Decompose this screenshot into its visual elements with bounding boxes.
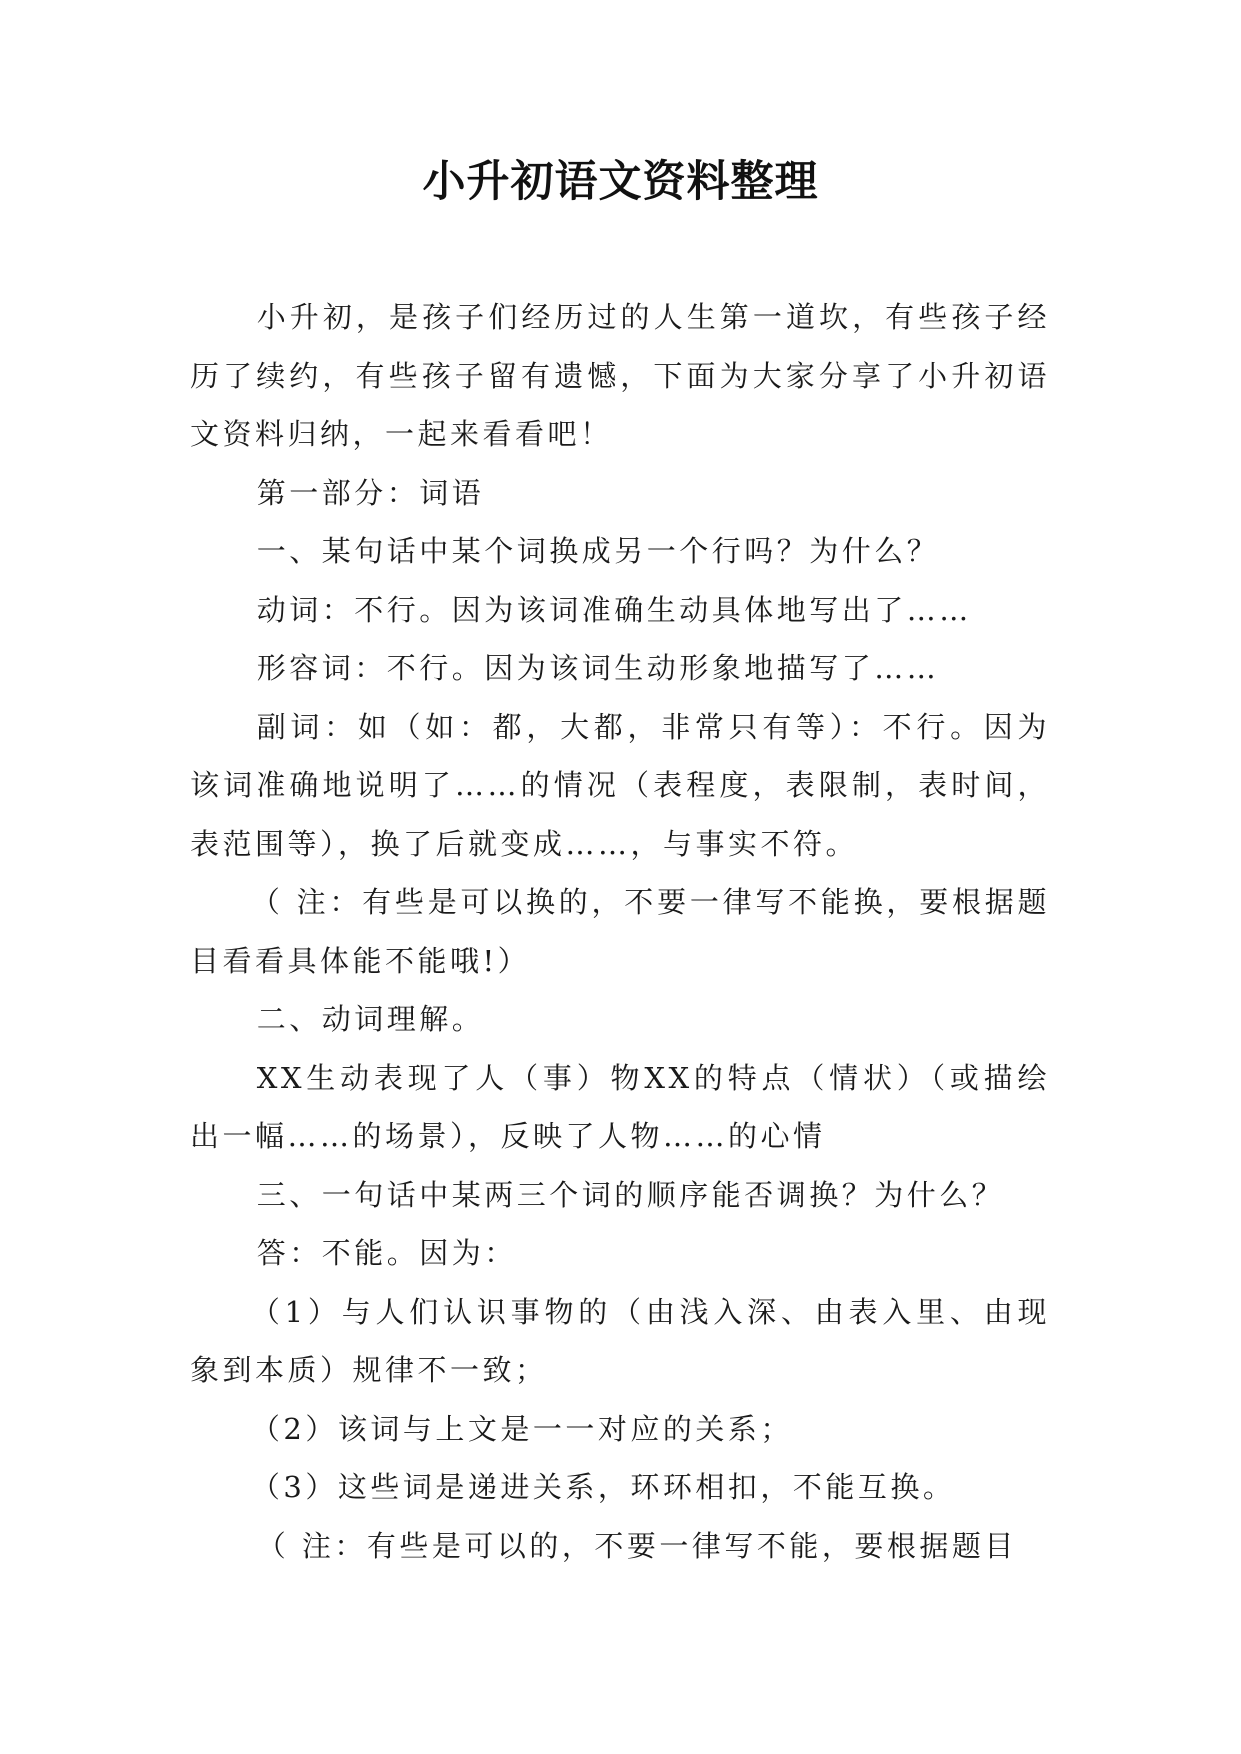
note-paragraph-1: （ 注：有些是可以换的，不要一律写不能换，要根据题目看看具体能不能哦!）	[190, 885, 1050, 978]
document-title: 小升初语文资料整理	[422, 157, 819, 207]
intro-paragraph: 小升初，是孩子们经历过的人生第一道坎，有些孩子经历了续约，有些孩子留有遗憾，下面为大家分享了小升初语文资料归纳，一起来看看吧！	[190, 300, 1050, 451]
section-heading-words: 第一部分：词语	[256, 475, 485, 510]
answer-adjective: 形容词：不行。因为该词生动形象地描写了……	[256, 651, 940, 685]
document-body	[190, 288, 1050, 1575]
answer-verb-understanding: XX生动表现了人（事）物XX的特点（情状）（或描绘出一幅……的场景），反映了人物……的心情	[190, 1060, 1050, 1153]
reason-2: （2）该词与上文是一一对应的关系；	[250, 1411, 793, 1446]
question-heading-1: 一、某句话中某个词换成另一个行吗？为什么？	[256, 534, 940, 568]
note-paragraph-2: （ 注：有些是可以的，不要一律写不能，要根据题目	[256, 1528, 1017, 1563]
question-heading-3: 三、一句话中某两三个词的顺序能否调换？为什么？	[256, 1177, 1005, 1212]
question-heading-2: 二、动词理解。	[256, 1002, 485, 1036]
answer-intro: 答：不能。因为：	[256, 1236, 517, 1270]
answer-adverb: 副词：如（如：都，大都，非常只有等）：不行。因为该词准确地说明了……的情况（表程度，表限制，表时间，表范围等），换了后就变成……，与事实不符。	[190, 709, 1050, 861]
answer-verb: 动词：不行。因为该词准确生动具体地写出了……	[256, 592, 972, 627]
reason-1: （1）与人们认识事物的（由浅入深、由表入里、由现象到本质）规律不一致；	[190, 1294, 1050, 1387]
reason-3: （3）这些词是递进关系，环环相扣，不能互换。	[250, 1470, 956, 1504]
